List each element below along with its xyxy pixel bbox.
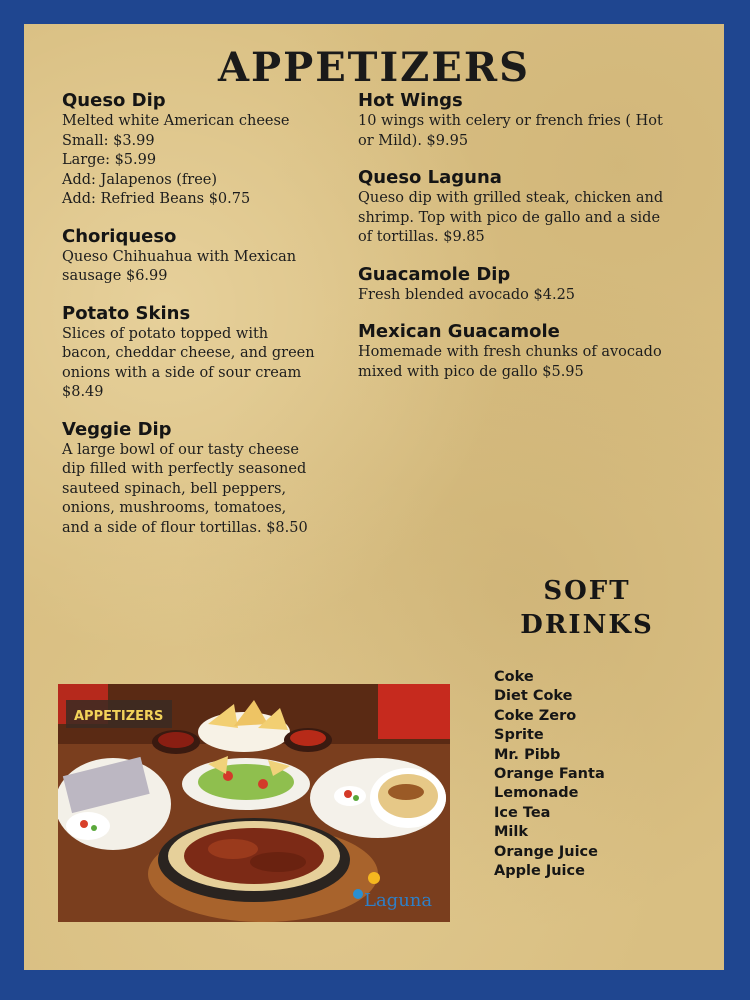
drink-item: Orange Juice: [494, 843, 598, 860]
item-description: Queso dip with grilled steak, chicken and shrimp. Top with pico de gallo and a side of tortillas. $9.85: [358, 190, 664, 245]
page-title: APPETIZERS: [218, 44, 530, 91]
item-description: Queso Chihuahua with Mexican sausage $6.99: [62, 248, 297, 284]
item-description: Melted white American cheese Small: $3.99 Large: $5.99 Add: Jalapenos (free) Add: Refried Beans $0.75: [62, 113, 290, 207]
appetizers-photo: [58, 684, 450, 922]
menu-page: [24, 24, 724, 970]
item-description: 10 wings with celery or french fries ( Hot or Mild). $9.95: [358, 113, 663, 149]
drink-item: Sprite: [494, 727, 544, 744]
menu-item: [358, 167, 698, 248]
drink-item: Lemonade: [494, 785, 579, 802]
item-name: Guacamole Dip: [358, 263, 511, 285]
menu-item: [62, 90, 362, 210]
item-name: Veggie Dip: [62, 418, 172, 440]
menu-item: [62, 419, 362, 539]
soft-drinks-title: [502, 574, 672, 642]
drink-item: Mr. Pibb: [494, 746, 561, 763]
item-name: Potato Skins: [62, 302, 191, 324]
soft-drinks-list: [494, 668, 605, 881]
item-description: Homemade with fresh chunks of avocado mixed with pico de gallo $5.95: [358, 344, 662, 380]
item-name: Choriqueso: [62, 225, 177, 247]
drink-item: Apple Juice: [494, 863, 585, 880]
item-name: Queso Laguna: [358, 167, 502, 188]
drink-item: Orange Fanta: [494, 766, 605, 783]
photo-banner-text: APPETIZERS: [74, 709, 164, 724]
left-column: [62, 90, 362, 554]
menu-item: [358, 90, 698, 151]
food-illustration: [58, 684, 450, 922]
item-name: Mexican Guacamole: [358, 321, 560, 342]
laguna-logo: Laguna: [364, 890, 433, 911]
right-column: [358, 90, 698, 398]
drink-item: Milk: [494, 824, 529, 841]
menu-item: [62, 303, 362, 403]
item-name: Hot Wings: [358, 90, 463, 111]
drink-item: Coke: [494, 669, 534, 685]
soft-drinks-title-line1: SOFT: [543, 576, 631, 606]
menu-item: [358, 264, 698, 306]
menu-item: [62, 226, 362, 287]
item-description: A large bowl of our tasty cheese dip filled with perfectly seasoned sauteed spinach, bell peppers, onions, mushrooms, tomatoes, and a side of flour tortillas. $8.50: [62, 441, 308, 536]
drink-item: Ice Tea: [494, 804, 551, 821]
item-name: Queso Dip: [62, 90, 166, 111]
drink-item: Coke Zero: [494, 707, 577, 724]
item-description: Slices of potato topped with bacon, cheddar cheese, and green onions with a side of sour cream $8.49: [62, 325, 315, 400]
drink-item: Diet Coke: [494, 688, 573, 705]
soft-drinks-title-line2: DRINKS: [520, 610, 654, 640]
item-description: Fresh blended avocado $4.25: [358, 286, 576, 303]
menu-item: [358, 321, 698, 382]
